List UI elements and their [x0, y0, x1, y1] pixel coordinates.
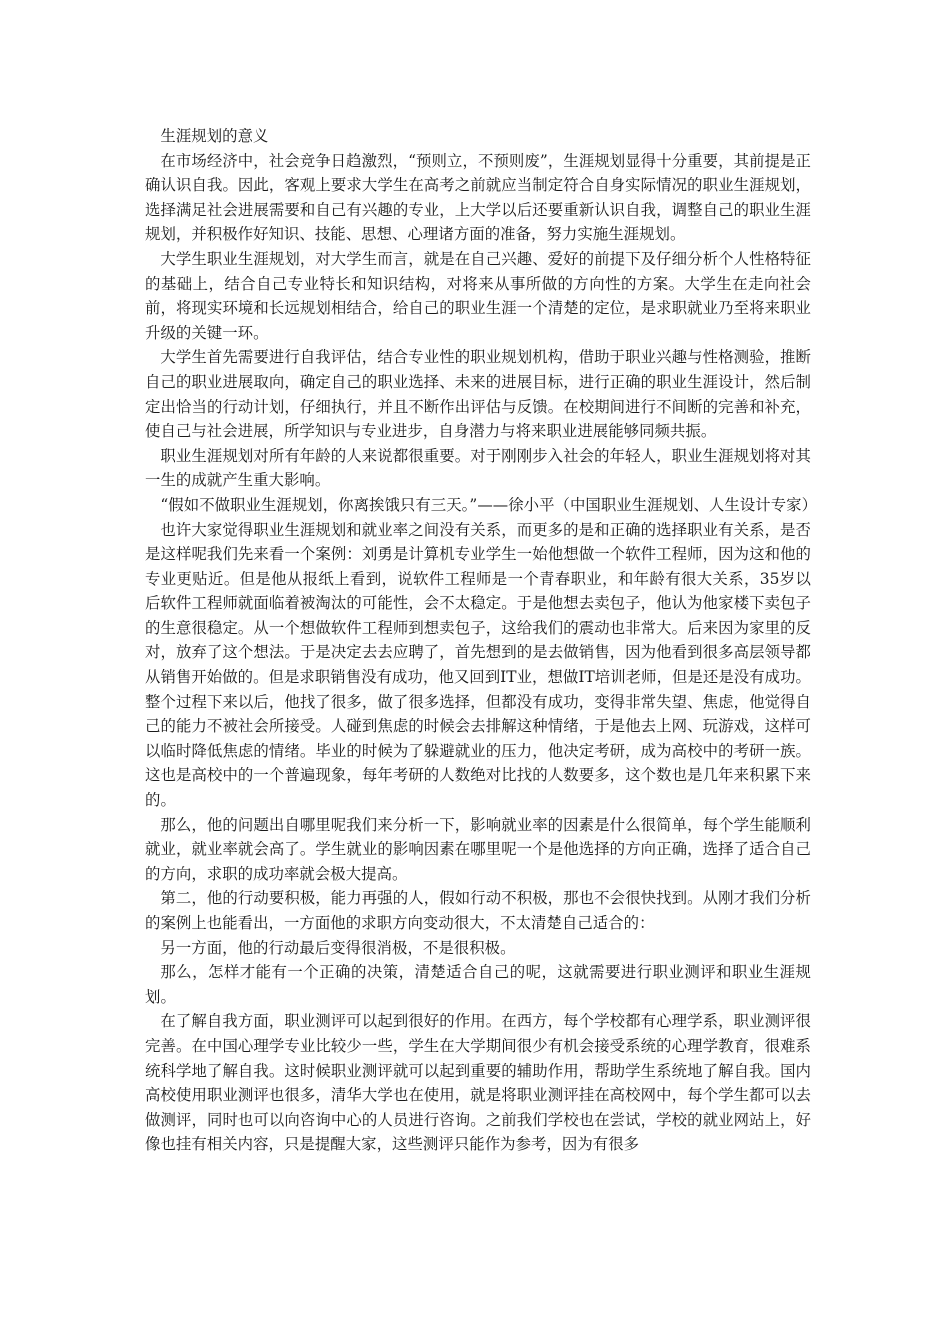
paragraph: 第二，他的行动要积极，能力再强的人，假如行动不积极，那也不会很快找到。从刚才我们分析的案例上也能看出，一方面他的求职方向变动很大，不太清楚自己适合的：: [145, 889, 811, 932]
paragraph: 在了解自我方面，职业测评可以起到很好的作用。在西方，每个学校都有心理学系，职业测评很完善。在中国心理学专业比较少一些，学生在大学期间很少有机会接受系统的心理学教育，很难系统科学地了解自我。这时候职业测评就可以起到重要的辅助作用，帮助学生系统地了解自我。国内高校使用职业测评也很多，清华大学也在使用，就是将职业测评挂在高校网中，每个学生都可以去做测评，同时也可以向咨询中心的人员进行咨询。之前我们学校也在尝试，学校的就业网站上，好像也挂有相关内容，只是提醒大家，这些测评只能作为参考，因为有很多: [145, 1012, 811, 1154]
paragraph: 那么，他的问题出自哪里呢我们来分析一下，影响就业率的因素是什么很简单，每个学生能顺利就业，就业率就会高了。学生就业的影响因素在哪里呢一个是他选择的方向正确，选择了适合自己的方向，求职的成功率就会极大提高。: [145, 815, 811, 883]
paragraph: 也许大家觉得职业生涯规划和就业率之间没有关系，而更多的是和正确的选择职业有关系，是否是这样呢我们先来看一个案例：刘勇是计算机专业学生一始他想做一个软件工程师，因为这和他的专业更贴近。但是他从报纸上看到，说软件工程师是一个青春职业，和年龄有很大关系，35岁以后软件工程师就面临着被淘汰的可能性，会不太稳定。于是他想去卖包子，他认为他家楼下卖包子的生意很稳定。从一个想做软件工程师到想卖包子，这给我们的震动也非常大。后来因为家里的反对，放弃了这个想法。于是决定去去应聘了，首先想到的是去做销售，因为他看到很多高层领导都从销售开始做的。但是求职销售没有成功，他又回到IT业，想做IT培训老师，但是还是没有成功。整个过程下来以后，他找了很多，做了很多选择，但都没有成功，变得非常失望、焦虑，他觉得自己的能力不被社会所接受。人碰到焦虑的时候会去排解这种情绪，于是他去上网、玩游戏，这样可以临时降低焦虑的情绪。毕业的时候为了躲避就业的压力，他决定考研，成为高校中的考研一族。这也是高校中的一个普遍现象，每年考研的人数绝对比找的人数要多，这个数也是几年来积累下来的。: [145, 520, 811, 810]
paragraph: 大学生职业生涯规划，对大学生而言，就是在自己兴趣、爱好的前提下及仔细分析个人性格特征的基础上，结合自己专业特长和知识结构，对将来从事所做的方向性的方案。大学生在走向社会前，将现实环境和长远规划相结合，给自己的职业生涯一个清楚的定位，是求职就业乃至将来职业升级的关键一环。: [145, 249, 811, 342]
quote-paragraph: “假如不做职业生涯规划，你离挨饿只有三天。”——徐小平（中国职业生涯规划、人生设计专家）: [160, 495, 818, 514]
paragraph: 另一方面，他的行动最后变得很消极，不是很积极。: [160, 938, 516, 957]
paragraph: 职业生涯规划对所有年龄的人来说都很重要。对于刚刚步入社会的年轻人，职业生涯规划将对其一生的成就产生重大影响。: [145, 446, 811, 490]
document-title: 生涯规划的意义: [160, 127, 269, 145]
paragraph: 大学生首先需要进行自我评估，结合专业性的职业规划机构，借助于职业兴趣与性格测验，推断自己的职业进展取向，确定自己的职业选择、未来的进展目标，进行正确的职业生涯设计，然后制定出恰当的行动计划，仔细执行，并且不断作出评估与反馈。在校期间进行不间断的完善和补充，使自己与社会进展，所学知识与专业进步，自身潜力与将来职业进展能够同频共振。: [145, 348, 811, 441]
paragraph: 那么，怎样才能有一个正确的决策，清楚适合自己的呢，这就需要进行职业测评和职业生涯规划。: [145, 963, 811, 1006]
paragraph: 在市场经济中，社会竞争日趋激烈，“预则立，不预则废”，生涯规划显得十分重要，其前提是正确认识自我。因此，客观上要求大学生在高考之前就应当制定符合自身实际情况的职业生涯规划，选择满足社会进展需要和自己有兴趣的专业，上大学以后还要重新认识自我，调整自己的职业生涯规划，并积极作好知识、技能、思想、心理诸方面的准备，努力实施生涯规划。: [145, 151, 811, 244]
document-body: [145, 124, 818, 1157]
